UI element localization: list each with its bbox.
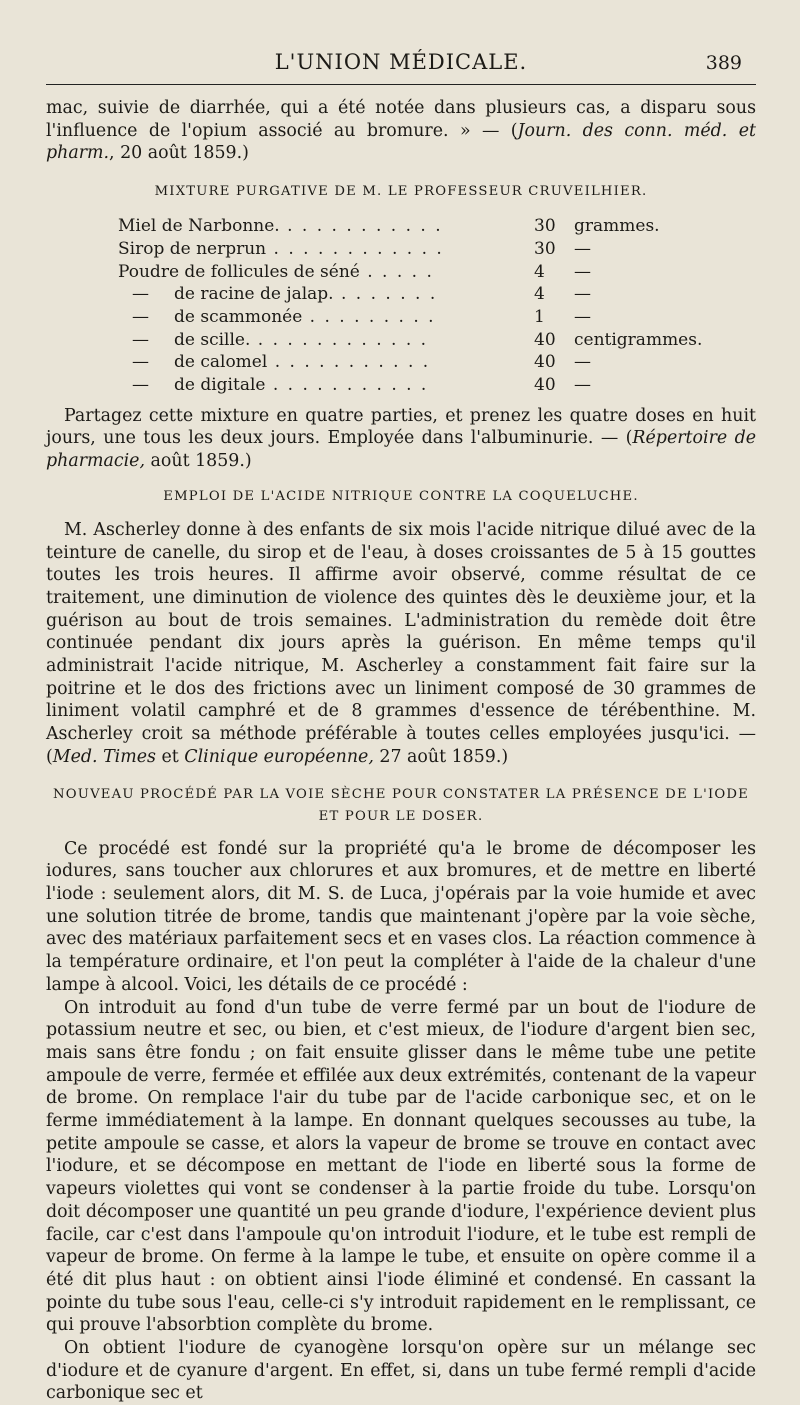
ingredient-name: de scammonée bbox=[174, 306, 303, 327]
section-title-iodine bbox=[46, 784, 756, 828]
nitric-citation-1: Med. Times bbox=[52, 746, 156, 767]
journal-title: L'UNION MÉDICALE. bbox=[274, 50, 528, 74]
ditto-dash: — bbox=[132, 375, 149, 396]
ingredient-name: de calomel bbox=[174, 352, 268, 373]
ingredient-unit: — bbox=[574, 261, 591, 282]
ingredient-name-cell bbox=[118, 215, 526, 238]
ingredient-name: de scille. bbox=[174, 329, 251, 350]
section-title-nitric-acid: EMPLOI DE L'ACIDE NITRIQUE CONTRE LA COQUELUCHE. bbox=[163, 488, 639, 504]
recipe-row bbox=[118, 374, 702, 397]
iodine-title-line-2: ET POUR LE DOSER. bbox=[318, 808, 484, 824]
ingredient-unit: centigrammes. bbox=[574, 329, 703, 350]
ingredient-name-cell bbox=[118, 351, 526, 374]
ingredient-name: Sirop de nerprun bbox=[118, 238, 267, 259]
nitric-acid-paragraph bbox=[46, 519, 756, 769]
ingredient-name: de racine de jalap. bbox=[174, 284, 334, 305]
ingredient-unit: — bbox=[574, 306, 591, 327]
ingredient-quantity: 30 bbox=[534, 216, 556, 237]
ditto-dash: — bbox=[132, 284, 149, 305]
ingredient-name: Poudre de follicules de séné bbox=[118, 261, 360, 282]
ditto-dash: — bbox=[132, 352, 149, 373]
ditto-dash: — bbox=[132, 329, 149, 350]
opening-tail: , 20 août 1859.) bbox=[109, 143, 249, 164]
ingredient-unit: — bbox=[574, 238, 591, 259]
nitric-mid: et bbox=[155, 746, 185, 767]
ingredient-unit: grammes. bbox=[574, 216, 660, 237]
recipe-row bbox=[118, 238, 702, 261]
ingredient-quantity: 40 bbox=[534, 329, 556, 350]
recipe-row bbox=[118, 329, 702, 352]
opening-citation: Journ. des conn. méd. et pharm. bbox=[46, 120, 756, 164]
ingredient-quantity: 40 bbox=[534, 352, 556, 373]
ingredient-name-cell bbox=[118, 261, 526, 284]
instruction-tail: août 1859.) bbox=[145, 451, 252, 472]
iodine-paragraph-3: On obtient l'iodure de cyanogène lorsqu'on opère sur un mélange sec d'iodure et de cyanure d'argent. En effet, si, dans un tube fermé rempli d'acide carbonique sec et bbox=[46, 1338, 756, 1404]
nitric-tail: 27 août 1859.) bbox=[373, 746, 509, 767]
ingredient-quantity: 30 bbox=[534, 238, 556, 259]
recipe-row bbox=[118, 215, 702, 238]
dot-leader: . . . . . . . . . . . bbox=[279, 216, 443, 237]
iodine-paragraph-2: On introduit au fond d'un tube de verre fermé par un bout de l'iodure de potassium neutre et sec, ou bien, et c'est mieux, de l'iodure d'argent bien sec, mais sans être fondu ; on fait ensuite glisser dans le même tube une petite ampoule de verre, fermée et effilée aux deux extrémités, contenant de la vapeur de brome. On remplace l'air du tube par de l'acide carbonique sec, et on le ferme immédiatement à la lampe. En donnant quelques secousses au tube, la petite ampoule se casse, et alors la vapeur de brome se trouve en contact avec l'iodure, et se décompose en mettant de l'iode en liberté sous la forme de vapeurs violettes qui vont se condenser à la partie froide du tube. Lorsqu'on doit décomposer une quantité un peu grande d'iodure, l'expérience devient plus facile, car c'est dans l'ampoule qu'on introduit l'iodure, et le tube est rempli de vapeur de brome. On ferme à la lampe le tube, et ensuite on opère comme il a été dit plus haut : on obtient ainsi l'iode éliminé et condensé. En cassant la pointe du tube sous l'eau, celle-ci s'y introduit rapidement en le remplissant, ce qui prouve l'absorbtion complète du brome. bbox=[46, 997, 756, 1336]
instruction-citation: Répertoire de pharmacie, bbox=[46, 428, 756, 472]
iodine-paragraph-1: Ce procédé est fondé sur la propriété qu'a le brome de décomposer les iodures, sans toucher aux chlorures et aux bromures, et de mettre en liberté l'iode : seulement alors, dit M. S. de Luca, j'opérais par la voie humide et avec une solution titrée de brome, tandis que maintenant j'opère par la voie sèche, avec des matériaux parfaitement secs et en vases clos. La réaction commence à la température ordinaire, et l'on peut la compléter à l'aide de la chaleur d'une lampe à alcool. Voici, les détails de ce procédé : bbox=[46, 838, 756, 995]
ingredient-name: Miel de Narbonne. bbox=[118, 216, 280, 237]
page-number: 389 bbox=[705, 52, 742, 74]
dot-leader: . . . . . bbox=[359, 261, 434, 282]
ingredient-unit: — bbox=[574, 284, 591, 305]
recipe-table bbox=[118, 215, 702, 397]
opening-text: mac, suivie de diarrhée, qui a été notée dans plusieurs cas, a disparu sous l'influence de l'opium associé au bromure. » — ( bbox=[46, 98, 756, 141]
dot-leader: . . . . . . . . . . . bbox=[265, 375, 429, 396]
ingredient-name-cell bbox=[118, 306, 526, 329]
dot-leader: . . . . . . . bbox=[333, 284, 438, 305]
recipe-row bbox=[118, 261, 702, 284]
ingredient-unit: — bbox=[574, 375, 591, 396]
mixture-instruction bbox=[46, 405, 756, 473]
ingredient-name-cell bbox=[118, 238, 526, 261]
ingredient-name-cell bbox=[118, 329, 526, 352]
recipe-row bbox=[118, 283, 702, 306]
ingredient-quantity: 40 bbox=[534, 375, 556, 396]
ingredient-name-cell bbox=[118, 283, 526, 306]
dot-leader: . . . . . . . . . . . bbox=[267, 352, 431, 373]
ingredient-quantity: 1 bbox=[534, 306, 545, 327]
ingredient-quantity: 4 bbox=[534, 261, 545, 282]
recipe-row bbox=[118, 351, 702, 374]
ingredient-quantity: 4 bbox=[534, 284, 545, 305]
ingredient-name: de digitale bbox=[174, 375, 266, 396]
dot-leader: . . . . . . . . . bbox=[302, 306, 436, 327]
nitric-text: M. Ascherley donne à des enfants de six mois l'acide nitrique dilué avec de la teinture de canelle, du sirop et de l'eau, à doses croissantes de 5 à 15 gouttes toutes les trois heures. Il affirme avoir observé, comme résultat de ce traitement, une diminution de violence des quintes dès le deuxième jour, et la guérison au bout de trois semaines. L'administration du remède doit être continuée pendant dix jours après la guérison. En même temps qu'il administrait l'acide nitrique, M. Ascherley a constamment fait faire sur la poitrine et le dos des frictions avec un liniment composé de 30 grammes de liniment volatil camphré et de 8 grammes d'essence de térébenthine. M. Ascherley croit sa méthode préférable à toutes celles employées jusqu'ici. — ( bbox=[46, 519, 756, 767]
ingredient-unit: — bbox=[574, 352, 591, 373]
ditto-dash: — bbox=[132, 306, 149, 327]
running-header bbox=[46, 44, 756, 85]
section-title-mixture: MIXTURE PURGATIVE DE M. LE PROFESSEUR CRUVEILHIER. bbox=[154, 184, 648, 200]
recipe-row bbox=[118, 306, 702, 329]
instruction-text: Partagez cette mixture en quatre parties, et prenez les quatre doses en huit jours, une tous les deux jours. Employée dans l'albuminurie. — ( bbox=[46, 405, 756, 449]
dot-leader: . . . . . . . . . . . . bbox=[250, 329, 429, 350]
nitric-citation-2: Clinique européenne, bbox=[184, 746, 374, 767]
ingredient-name-cell bbox=[118, 374, 526, 397]
iodine-title-line-1: NOUVEAU PROCÉDÉ PAR LA VOIE SÈCHE POUR CONSTATER LA PRÉSENCE DE L'IODE bbox=[53, 786, 749, 802]
opening-paragraph bbox=[46, 97, 756, 165]
dot-leader: . . . . . . . . . . . . bbox=[266, 238, 444, 259]
